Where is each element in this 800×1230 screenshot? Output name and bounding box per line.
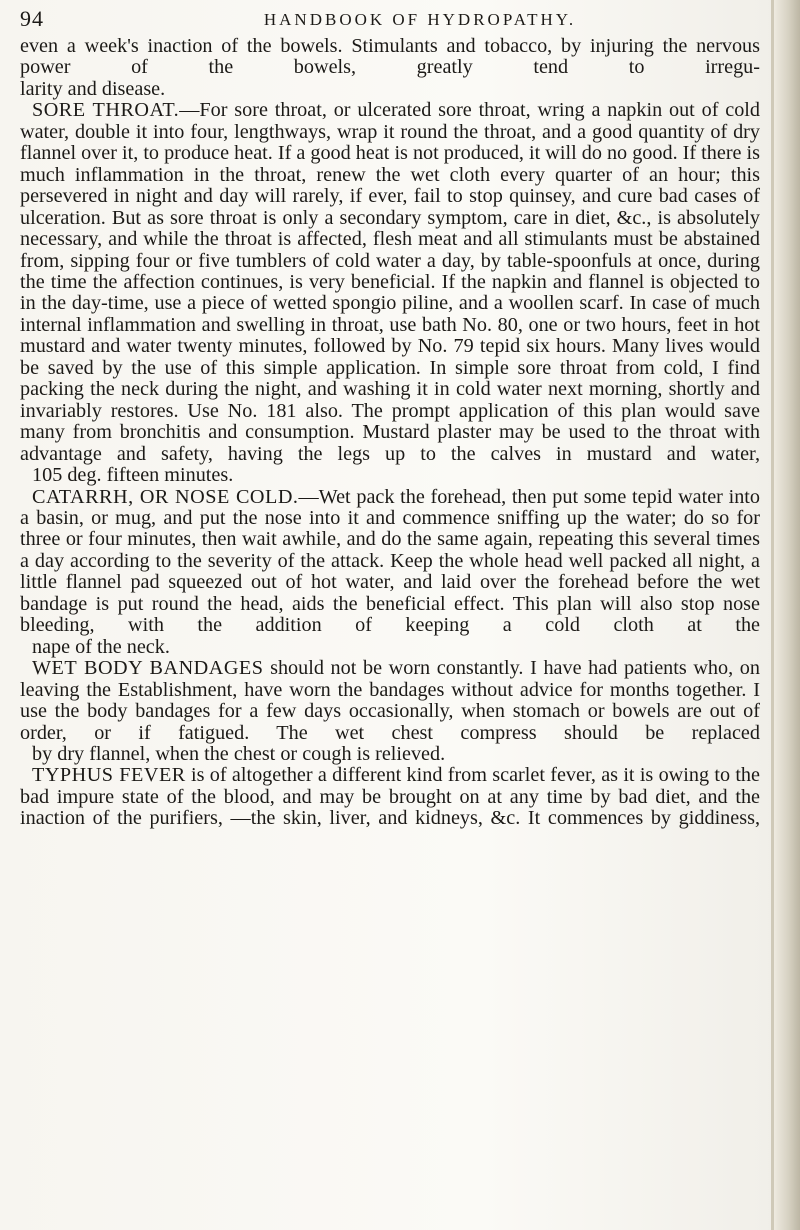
- section-heading-catarrh: CATARRH, OR NOSE COLD.: [32, 485, 299, 508]
- paragraph-body: should not be worn constantly. I have had patients who, on leaving the Establishment, have worn the bandages without advice for months together. I use the body bandages for a few days occasionally, when stomach or bowels are out of order, or if fatigued. The wet chest compress should be replaced: [20, 657, 760, 744]
- page-header: [20, 4, 760, 34]
- paragraph-last-line: by dry flannel, when the chest or cough is relieved.: [32, 742, 446, 765]
- paragraph-body: is of altogether a different kind from scarlet fever, as it is owing to the bad impure state of the blood, and may be brought on at any time by bad diet, and the inaction of the purifiers, —the skin, liver, and kidneys, &c. It commences by giddiness,: [20, 764, 760, 830]
- paragraph-wet-body-bandages: [20, 658, 760, 765]
- paragraph-body: even a week's inaction of the bowels. Stimulants and tobacco, by injuring the nervous power of the bowels, greatly tend to irregu-: [20, 35, 760, 79]
- paragraph-sore-throat: [20, 100, 760, 486]
- running-title: HANDBOOK OF HYDROPATHY.: [263, 10, 577, 29]
- paragraph-catarrh: [20, 487, 760, 659]
- paragraph-typhus-fever: [20, 765, 760, 829]
- section-heading-typhus-fever: TYPHUS FEVER: [32, 764, 186, 787]
- page-number: 94: [20, 6, 44, 31]
- body-text: [20, 36, 760, 830]
- page-edge: [774, 0, 800, 1230]
- paragraph-last-line: 105 deg. fifteen minutes.: [32, 464, 234, 487]
- paragraph-body: —Wet pack the forehead, then put some tepid water into a basin, or mug, and put the nose into it and commence sniffing up the water; do so for three or four minutes, then wait awhile, and do the same again, repeating this several times a day according to the severity of the attack. Keep the whole head well packed all night, a little flannel pad squeezed out of hot water, and laid over the forehead before the wet bandage is put round the head, aids the beneficial effect. This plan will also stop nose bleeding, with the addition of keeping a cold cloth at the: [20, 485, 760, 637]
- section-heading-sore-throat: SORE THROAT.: [32, 99, 180, 122]
- paragraph-last-line: nape of the neck.: [32, 635, 170, 658]
- section-heading-wet-body-bandages: WET BODY BANDAGES: [32, 657, 264, 680]
- paragraph-body: —For sore throat, or ulcerated sore throat, wring a napkin out of cold water, double it into four, lengthways, wrap it round the throat, and a good quantity of dry flannel over it, to produce heat. If a good heat is not produced, it will do no good. If there is much inflammation in the throat, renew the wet cloth every quarter of an hour; this persevered in night and day will rarely, if ever, fail to stop quinsey, and cure bad cases of ulceration. But as sore throat is only a secondary symptom, care in diet, &c., is absolutely necessary, and while the throat is affected, flesh meat and all stimulants must be abstained from, sipping four or five tumblers of cold water a day, by table-spoonfuls at once, during the time the affection continues, is very beneficial. If the napkin and flannel is objected to in the day-time, use a piece of wetted spongio piline, and a woollen scarf. In case of much internal inflammation and swelling in throat, use bath No. 80, one or two hours, feet in hot mustard and water twenty minutes, followed by No. 79 tepid six hours. Many lives would be saved by the use of this simple application. In simple sore throat from cold, I find packing the neck during the night, and washing it in cold water next morning, shortly and invariably restores. Use No. 181 also. The prompt application of this plan would save many from bronchitis and consumption. Mustard plaster may be used to the throat with advantage and safety, having the legs up to the calves in mustard and water,: [20, 99, 761, 465]
- paragraph-bowels: [20, 36, 760, 100]
- paragraph-last-line: larity and disease.: [20, 77, 166, 100]
